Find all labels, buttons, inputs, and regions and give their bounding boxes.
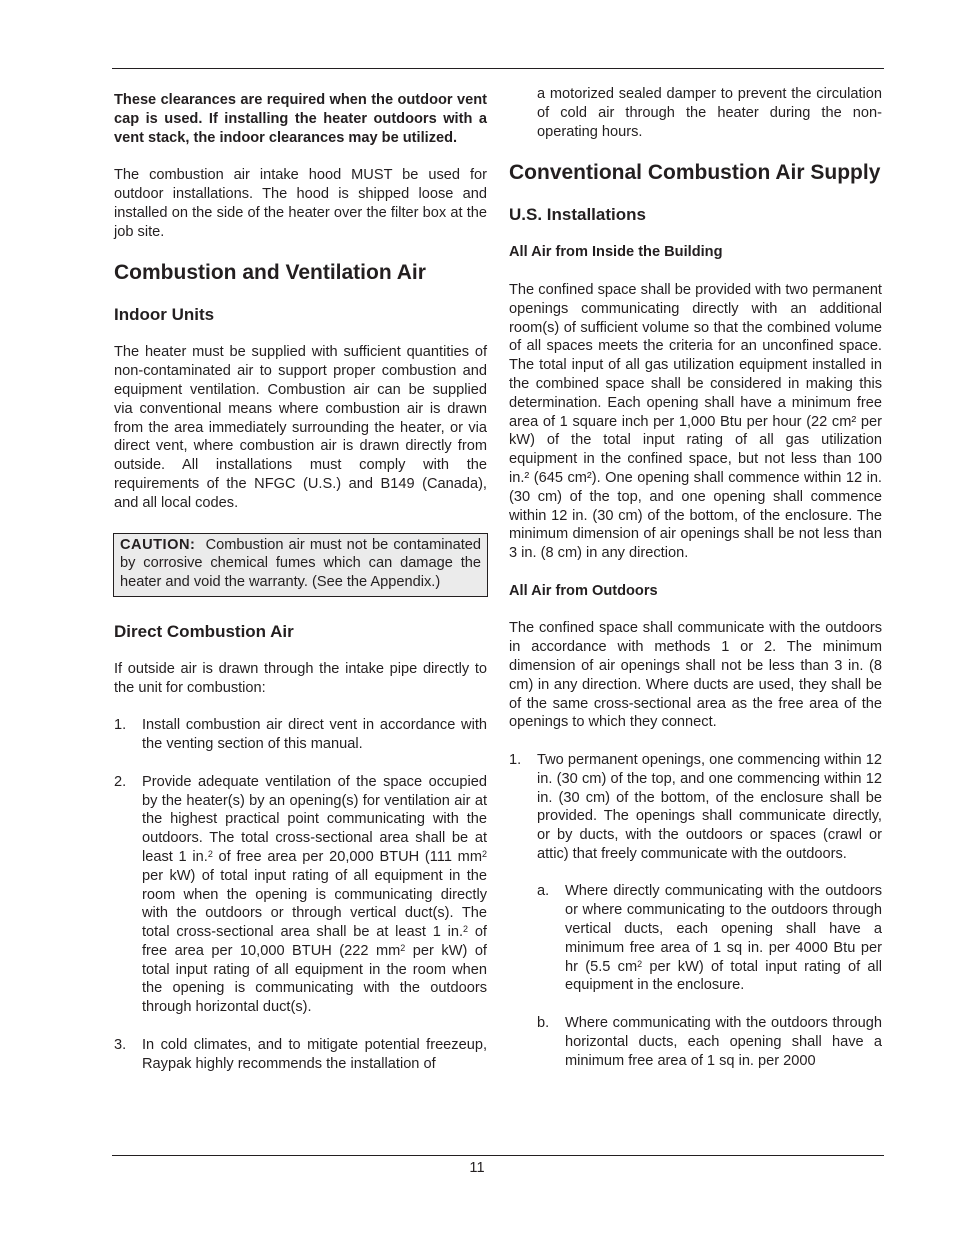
inside-building-paragraph: The confined space shall be provided with two permanent openings communicating directly with an additional room(s) of sufficient volume so that the combined volume of all spaces meets the criteria for an unconfined space. The total input of all gas utilization equipment installed in the combined space shall be considered in making this determination. Each opening shall have a minimum free area of 1 square inch per 1,000 Btu per hour (22 cm² per kW) of the total input rating of all gas utilization equipment in the confined space, but not less than 100 in.² (645 cm²). One opening shall commence within 12 in. (30 cm) of the top, and one opening shall commence within 12 in. (30 cm) of the bottom, of the enclosure. The minimum dimension of air openings shall be not less than 3 in. (8 cm) in any direction. xyxy=(509,281,882,562)
list-number: 2. xyxy=(114,773,127,790)
list-number: 1. xyxy=(114,717,127,734)
list-item-text: Install combustion air direct vent in accordance with the venting section of this manual. xyxy=(142,717,487,753)
caution-label: CAUTION: xyxy=(120,536,196,553)
clearance-note: These clearances are required when the outdoor vent cap is used. If installing the heater outdoors with a vent stack, the indoor clearances may be utilized. xyxy=(114,92,487,146)
list-item xyxy=(114,1036,487,1074)
conventional-combustion-heading: Conventional Combustion Air Supply xyxy=(509,161,881,185)
combustion-ventilation-heading: Combustion and Ventilation Air xyxy=(114,261,426,285)
list-item-text: Two permanent openings, one commencing within 12 in. (30 cm) of the top, and one commencing within 12 in. (30 cm) of the bottom, of the enclosure shall be provided. The openings shall communicate directly, or by ducts, with the outdoors or spaces (crawl or attic) that freely communicate with the outdoors. xyxy=(537,751,882,862)
list-item xyxy=(509,751,882,864)
list-item-text: Provide adequate ventilation of the space occupied by the heater(s) by an opening(s) for ventilation air at the highest practical point communicating with the outdoors. The total cross-sectional area shall be at least 1 in.$^2$ of free area per 20,000 BTUH (111 $mm^2$ per kW) of total input rating of all equipment in the room when the opening is communicating directly with the outdoors or through vertical duct(s). The total cross-sectional area shall be at least 1 in.$^2$ of free area per 10,000 BTUH (222 $mm^2$ per kW) of total input rating of all equipment in the room when the opening is communicating with the outdoors through horizontal duct(s). xyxy=(142,773,487,1016)
all-air-outdoors-paragraph: The confined space shall communicate with the outdoors in accordance with methods 1 or 2. The minimum dimension of air openings shall not be less than 3 in. (8 cm) in any direction. Where ducts are used, they shall be of the same cross-sectional area as the free area of the openings to which they connect. xyxy=(509,620,882,731)
sub-list-item-text: Where directly communicating with the outdoors or where communicating to the outdoors through vertical ducts, each opening shall have a minimum free area of 1 sq in. per 4000 Btu per hr (5.5 $cm^2$ per kW) of total input rating of all equipment in the enclosure. xyxy=(565,883,883,994)
header-rule xyxy=(112,68,884,69)
inside-building-heading: All Air from Inside the Building xyxy=(509,244,723,261)
footer-rule xyxy=(112,1155,884,1156)
caution-text: Combustion air must not be contaminated by corrosive chemical fumes which can damage the heater and void the warranty. (See the Appendix.) xyxy=(120,536,481,591)
list-number: 1. xyxy=(509,751,522,768)
sub-list-item-text: Where communicating with the outdoors through horizontal ducts, each opening shall have a minimum free area of 1 sq in. per 2000 xyxy=(565,1015,882,1069)
all-air-outdoors-heading: All Air from Outdoors xyxy=(509,582,658,599)
list-letter: a. xyxy=(537,883,550,900)
continued-text: a motorized sealed damper to prevent the circulation of cold air through the heater during the non-operating hours. xyxy=(537,86,882,140)
list-letter: b. xyxy=(537,1015,550,1032)
us-installations-heading: U.S. Installations xyxy=(509,205,646,225)
indoor-units-heading: Indoor Units xyxy=(114,305,215,325)
list-number: 3. xyxy=(114,1036,127,1053)
list-item-text: In cold climates, and to mitigate potential freezeup, Raypak highly recommends the installation of xyxy=(142,1036,487,1072)
page-number: 11 xyxy=(469,1160,485,1176)
list-item xyxy=(114,716,487,754)
caution-box xyxy=(113,533,488,597)
list-item xyxy=(114,773,487,1017)
sub-list-item xyxy=(537,882,882,995)
right-column xyxy=(509,85,882,1070)
sub-list-item xyxy=(537,1014,882,1070)
intake-hood-paragraph: The combustion air intake hood MUST be used for outdoor installations. The hood is shipped loose and installed on the side of the heater over the filter box at the job site. xyxy=(114,167,487,240)
indoor-units-paragraph: The heater must be supplied with sufficient quantities of non-contaminated air to support proper combustion and equipment ventilation. Combustion air can be supplied via conventional means where combustion air is drawn from the area immediately surrounding the heater, or via direct vent, where combustion air is drawn directly from outside. All installations must comply with the requirements of the NFGC (U.S.) and B149 (Canada), and all local codes. xyxy=(114,344,487,511)
direct-combustion-intro: If outside air is drawn through the intake pipe directly to the unit for combustion: xyxy=(114,660,487,696)
direct-combustion-heading: Direct Combustion Air xyxy=(114,621,294,641)
left-column xyxy=(114,91,487,1073)
